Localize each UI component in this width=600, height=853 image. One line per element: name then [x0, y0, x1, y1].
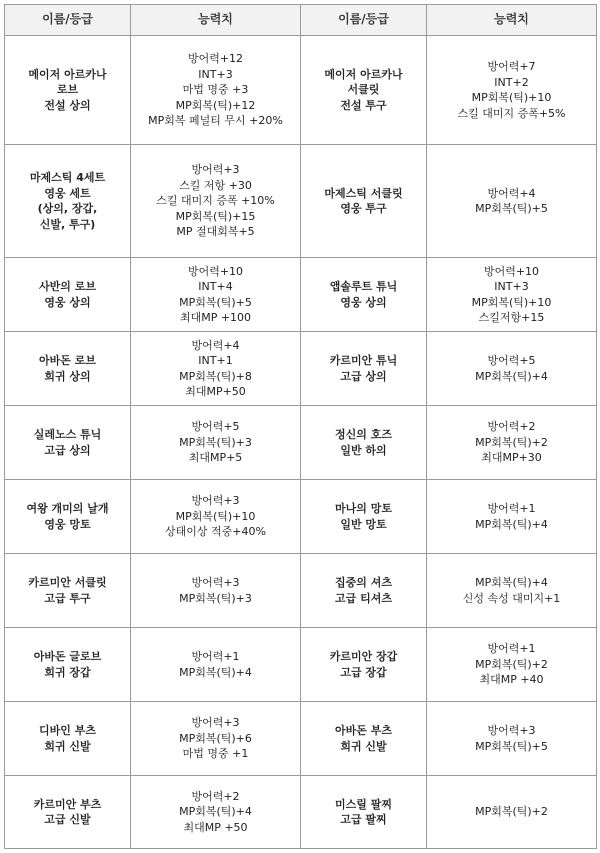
stat-line: 방어력+12	[187, 52, 244, 66]
stat-line: 마법 명중 +1	[182, 747, 249, 761]
item-stats-right	[427, 36, 597, 145]
item-name-line: 앱솔루트 튜닉	[329, 280, 398, 293]
item-name-line: 카르미안 부츠	[33, 797, 102, 811]
stat-line: MP회복(틱)+8	[179, 369, 252, 383]
item-name-line: 사반의 로브	[39, 280, 96, 293]
stat-line: 최대MP +50	[183, 820, 248, 834]
item-name-left	[5, 258, 131, 332]
stat-line: MP회복(틱)+12	[175, 98, 256, 112]
item-stats-right	[427, 332, 597, 406]
item-name-line: 고급 티셔츠	[335, 591, 392, 605]
stat-line: MP회복 페널티 무시 +20%	[148, 114, 283, 128]
item-name-left	[5, 145, 131, 258]
item-name-right	[301, 406, 427, 480]
item-stats-left	[131, 628, 301, 702]
item-stats-right	[427, 480, 597, 554]
item-name-left	[5, 406, 131, 480]
item-stats-right	[427, 145, 597, 258]
stat-line: MP회복(틱)+4	[475, 576, 548, 589]
equipment-table	[4, 4, 597, 849]
item-name-line: 메이저 아르카나	[324, 67, 403, 81]
item-stats-right	[427, 702, 597, 776]
stat-line: 상태이상 적중+40%	[165, 525, 266, 539]
item-name-line: 전설 투구	[340, 98, 387, 112]
stat-line: 스킬저항+15	[478, 311, 545, 324]
item-name-right	[301, 776, 427, 849]
stat-line: 방어력+1	[191, 650, 240, 663]
item-name-line: 신발, 투구)	[39, 217, 96, 231]
item-name-right	[301, 480, 427, 554]
item-name-line: 영웅 상의	[44, 295, 91, 309]
item-stats-left	[131, 702, 301, 776]
item-name-line: 마제스틱 서클릿	[324, 186, 403, 200]
item-name-line: 디바인 부츠	[39, 724, 96, 737]
table-row	[5, 554, 597, 628]
stat-line: 방어력+7	[487, 60, 536, 73]
item-name-line: 고급 상의	[44, 443, 91, 457]
stat-line: 스킬 대미지 증폭+5%	[457, 106, 566, 120]
stat-line: MP회복(틱)+3	[179, 435, 252, 449]
stat-line: 방어력+4	[487, 186, 536, 200]
item-name-line: 일반 망토	[340, 517, 387, 531]
item-name-left	[5, 36, 131, 145]
stat-line: 최대MP+30	[481, 451, 542, 465]
stat-line: MP회복(틱)+5	[475, 739, 548, 753]
stat-line: 방어력+4	[191, 338, 240, 352]
stat-line: 방어력+10	[483, 264, 540, 278]
item-stats-right	[427, 776, 597, 849]
item-name-line: 마제스틱 4세트	[29, 171, 106, 184]
stat-line: 방어력+2	[191, 789, 240, 803]
item-name-line: 메이저 아르카나	[28, 67, 107, 81]
stat-line: INT+4	[198, 280, 233, 293]
stat-line: 방어력+3	[487, 724, 536, 737]
stat-line: 스킬 저항 +30	[179, 178, 252, 192]
header-stats-left: 능력치	[131, 5, 301, 36]
item-stats-left	[131, 332, 301, 406]
stat-line: MP 절대회복+5	[176, 225, 255, 239]
item-name-left	[5, 332, 131, 406]
item-name-right	[301, 36, 427, 145]
stat-line: 방어력+2	[487, 420, 536, 434]
item-name-line: (상의, 장갑,	[37, 202, 98, 215]
item-name-line: 고급 투구	[44, 591, 91, 605]
item-stats-right	[427, 554, 597, 628]
item-name-line: 로브	[56, 83, 79, 97]
stat-line: MP회복(틱)+2	[475, 657, 548, 671]
item-name-line: 카르미안 튜닉	[329, 354, 398, 367]
table-row	[5, 36, 597, 145]
item-name-line: 영웅 세트	[44, 186, 91, 200]
item-stats-left	[131, 145, 301, 258]
item-name-line: 미스릴 팔찌	[335, 797, 392, 811]
stat-line: INT+3	[494, 280, 529, 293]
item-name-line: 전설 상의	[44, 98, 91, 112]
stat-line: 방어력+5	[191, 420, 240, 434]
item-name-right	[301, 332, 427, 406]
table-row	[5, 628, 597, 702]
stat-line: MP회복(틱)+10	[471, 295, 552, 309]
stat-line: MP회복(틱)+4	[475, 369, 548, 383]
item-name-line: 희귀 장갑	[44, 665, 91, 679]
item-name-line: 아바돈 부츠	[335, 724, 392, 737]
item-name-line: 마나의 망토	[335, 502, 392, 515]
item-name-line: 영웅 망토	[44, 517, 91, 531]
item-name-left	[5, 702, 131, 776]
stat-line: 방어력+3	[191, 576, 240, 589]
stat-line: INT+3	[198, 67, 233, 81]
header-row	[5, 5, 597, 36]
table-body	[5, 36, 597, 849]
stat-line: 방어력+5	[487, 354, 536, 367]
header-stats-right: 능력치	[427, 5, 597, 36]
item-name-right	[301, 145, 427, 258]
stat-line: MP회복(틱)+5	[475, 202, 548, 215]
item-name-line: 일반 하의	[340, 443, 387, 457]
item-stats-right	[427, 258, 597, 332]
table-row	[5, 145, 597, 258]
stat-line: MP회복(틱)+10	[471, 91, 552, 104]
item-name-left	[5, 628, 131, 702]
stat-line: 방어력+1	[487, 502, 536, 515]
item-name-left	[5, 776, 131, 849]
table-row	[5, 776, 597, 849]
item-name-right	[301, 554, 427, 628]
table-row	[5, 332, 597, 406]
item-name-line: 카르미안 서클릿	[28, 576, 107, 589]
stat-line: 방어력+3	[191, 494, 240, 508]
stat-line: 방어력+3	[191, 163, 240, 177]
item-stats-left	[131, 554, 301, 628]
item-name-line: 고급 신발	[44, 813, 91, 826]
table-row	[5, 702, 597, 776]
header-name-left: 이름/등급	[5, 5, 131, 36]
stat-line: 최대MP +40	[479, 673, 544, 687]
stat-line: INT+1	[198, 354, 233, 367]
stat-line: MP회복(틱)+4	[179, 805, 252, 819]
item-stats-right	[427, 628, 597, 702]
item-name-left	[5, 554, 131, 628]
stat-line: 방어력+10	[187, 264, 244, 278]
item-name-line: 여왕 개미의 날개	[26, 502, 109, 515]
item-name-line: 고급 팔찌	[340, 813, 387, 826]
item-name-line: 아바돈 로브	[39, 354, 96, 367]
stat-line: MP회복(틱)+15	[175, 209, 256, 223]
stat-line: MP회복(틱)+4	[475, 517, 548, 531]
table-row	[5, 406, 597, 480]
item-name-right	[301, 258, 427, 332]
stat-line: INT+2	[494, 75, 529, 89]
stat-line: MP회복(틱)+3	[179, 591, 252, 605]
item-name-line: 희귀 상의	[44, 369, 91, 383]
item-name-line: 서클릿	[347, 83, 380, 97]
header-name-right: 이름/등급	[301, 5, 427, 36]
item-stats-left	[131, 776, 301, 849]
stat-line: 방어력+3	[191, 716, 240, 730]
table-row	[5, 480, 597, 554]
stat-line: 최대MP+50	[185, 385, 246, 398]
item-name-right	[301, 702, 427, 776]
stat-line: 스킬 대미지 증폭 +10%	[156, 194, 275, 208]
item-name-line: 카르미안 장갑	[329, 650, 398, 663]
table-row	[5, 258, 597, 332]
stat-line: 마법 명중 +3	[182, 83, 249, 97]
item-name-line: 희귀 신발	[44, 739, 91, 753]
item-name-line: 영웅 투구	[340, 202, 387, 215]
stat-line: MP회복(틱)+5	[179, 295, 252, 309]
stat-line: MP회복(틱)+2	[475, 435, 548, 449]
stat-line: 방어력+1	[487, 642, 536, 656]
stat-line: 신성 속성 대미지+1	[462, 591, 561, 605]
item-name-left	[5, 480, 131, 554]
item-name-line: 영웅 상의	[340, 295, 387, 309]
item-name-right	[301, 628, 427, 702]
stat-line: MP회복(틱)+6	[179, 731, 252, 745]
item-stats-left	[131, 258, 301, 332]
stat-line: MP회복(틱)+2	[475, 805, 548, 819]
item-name-line: 실레노스 튜닉	[33, 428, 102, 441]
item-stats-left	[131, 36, 301, 145]
item-stats-right	[427, 406, 597, 480]
item-name-line: 정신의 호즈	[335, 428, 392, 441]
stat-line: 최대MP +100	[179, 311, 252, 324]
item-name-line: 집중의 셔츠	[335, 576, 392, 589]
item-name-line: 고급 상의	[340, 369, 387, 383]
item-stats-left	[131, 406, 301, 480]
item-name-line: 아바돈 글로브	[33, 650, 102, 663]
item-name-line: 고급 장갑	[340, 665, 387, 679]
stat-line: MP회복(틱)+10	[175, 509, 256, 523]
stat-line: 최대MP+5	[188, 451, 243, 465]
stat-line: MP회복(틱)+4	[179, 665, 252, 679]
item-name-line: 희귀 신발	[340, 739, 387, 753]
item-stats-left	[131, 480, 301, 554]
